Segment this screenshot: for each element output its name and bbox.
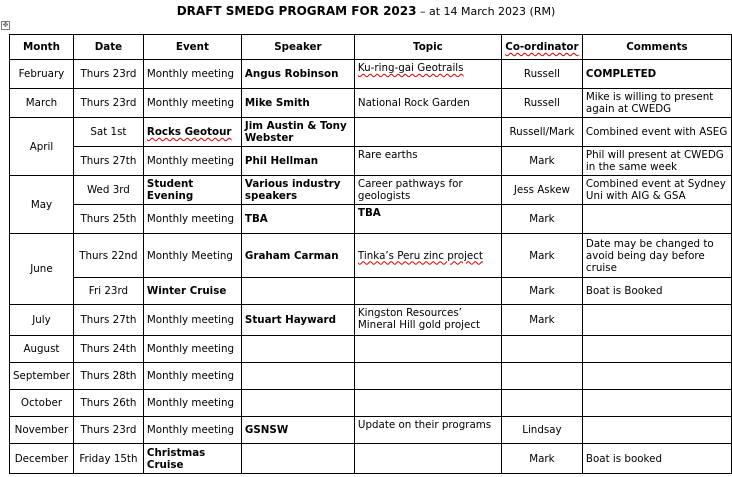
table-row bbox=[10, 390, 732, 417]
month-cell: October bbox=[10, 390, 74, 417]
header-coordinator bbox=[501, 35, 582, 60]
speaker-cell bbox=[241, 363, 354, 390]
coordinator-cell: Mark bbox=[501, 205, 582, 234]
date-cell: Thurs 24th bbox=[73, 336, 143, 363]
table-row bbox=[10, 89, 732, 118]
speaker-cell: Graham Carman bbox=[241, 234, 354, 278]
event-cell bbox=[143, 118, 241, 147]
speaker-cell: TBA bbox=[241, 205, 354, 234]
event-cell: Christmas Cruise bbox=[143, 444, 241, 474]
month-cell: June bbox=[10, 234, 74, 305]
topic-cell bbox=[354, 336, 501, 363]
comments-cell: COMPLETED bbox=[582, 60, 731, 89]
comments-cell: Boat is Booked bbox=[582, 278, 731, 305]
coordinator-cell: Mark bbox=[501, 147, 582, 176]
table-row bbox=[10, 147, 732, 176]
topic-cell bbox=[354, 363, 501, 390]
date-cell: Thurs 23rd bbox=[73, 60, 143, 89]
month-cell: July bbox=[10, 305, 74, 336]
topic-cell: Rare earths bbox=[354, 147, 501, 176]
comments-cell bbox=[582, 363, 731, 390]
event-cell: Monthly meeting bbox=[143, 89, 241, 118]
comments-cell bbox=[582, 390, 731, 417]
table-row bbox=[10, 444, 732, 474]
date-cell: Sat 1st bbox=[73, 118, 143, 147]
event-cell: Monthly meeting bbox=[143, 305, 241, 336]
speaker-cell bbox=[241, 278, 354, 305]
topic-cell bbox=[354, 118, 501, 147]
speaker-cell: Mike Smith bbox=[241, 89, 354, 118]
header-row bbox=[10, 35, 732, 60]
coordinator-cell: Mark bbox=[501, 278, 582, 305]
month-cell: March bbox=[10, 89, 74, 118]
topic-cell bbox=[354, 278, 501, 305]
speaker-cell bbox=[241, 390, 354, 417]
speaker-cell bbox=[241, 336, 354, 363]
coordinator-cell: Jess Askew bbox=[501, 176, 582, 205]
topic-cell: National Rock Garden bbox=[354, 89, 501, 118]
comments-cell bbox=[582, 417, 731, 444]
date-cell: Thurs 22nd bbox=[73, 234, 143, 278]
date-cell: Thurs 25th bbox=[73, 205, 143, 234]
topic-cell: TBA bbox=[354, 205, 501, 234]
header-date: Date bbox=[73, 35, 143, 60]
event-cell: Winter Cruise bbox=[143, 278, 241, 305]
topic-cell: Update on their programs bbox=[354, 417, 501, 444]
table-row bbox=[10, 60, 732, 89]
table-row bbox=[10, 118, 732, 147]
event-text: Rocks Geotour bbox=[146, 126, 232, 138]
topic-text: Tinka’s Peru zinc project bbox=[357, 249, 483, 262]
month-cell: December bbox=[10, 444, 74, 474]
program-table bbox=[9, 34, 732, 474]
header-speaker: Speaker bbox=[241, 35, 354, 60]
table-row bbox=[10, 176, 732, 205]
event-cell: Monthly meeting bbox=[143, 390, 241, 417]
coordinator-cell bbox=[501, 390, 582, 417]
speaker-cell: Various industry speakers bbox=[241, 176, 354, 205]
coordinator-cell: Lindsay bbox=[501, 417, 582, 444]
title-subtitle: – at 14 March 2023 (RM) bbox=[416, 5, 556, 18]
comments-cell bbox=[582, 305, 731, 336]
date-cell: Thurs 27th bbox=[73, 147, 143, 176]
comments-cell: Combined event at Sydney Uni with AIG & GSA bbox=[582, 176, 731, 205]
header-topic: Topic bbox=[354, 35, 501, 60]
comments-cell: Combined event with ASEG bbox=[582, 118, 731, 147]
month-cell: May bbox=[10, 176, 74, 234]
speaker-cell: Angus Robinson bbox=[241, 60, 354, 89]
coordinator-cell bbox=[501, 363, 582, 390]
event-cell: Monthly meeting bbox=[143, 60, 241, 89]
month-cell: February bbox=[10, 60, 74, 89]
speaker-cell: GSNSW bbox=[241, 417, 354, 444]
coordinator-cell: Russell/Mark bbox=[501, 118, 582, 147]
table-row bbox=[10, 305, 732, 336]
speaker-cell: Phil Hellman bbox=[241, 147, 354, 176]
table-row bbox=[10, 205, 732, 234]
event-cell: Student Evening bbox=[143, 176, 241, 205]
table-row bbox=[10, 417, 732, 444]
table-move-handle-icon[interactable]: ✥ bbox=[2, 21, 9, 29]
event-cell: Monthly Meeting bbox=[143, 234, 241, 278]
month-cell: November bbox=[10, 417, 74, 444]
coordinator-cell: Russell bbox=[501, 89, 582, 118]
speaker-cell: Stuart Hayward bbox=[241, 305, 354, 336]
date-cell: Thurs 23rd bbox=[73, 417, 143, 444]
table-row bbox=[10, 336, 732, 363]
date-cell: Fri 23rd bbox=[73, 278, 143, 305]
month-cell: September bbox=[10, 363, 74, 390]
date-cell: Thurs 23rd bbox=[73, 89, 143, 118]
event-cell: Monthly meeting bbox=[143, 363, 241, 390]
topic-cell: Kingston Resources’ Mineral Hill gold project bbox=[354, 305, 501, 336]
coordinator-cell: Mark bbox=[501, 234, 582, 278]
date-cell: Friday 15th bbox=[73, 444, 143, 474]
comments-cell bbox=[582, 336, 731, 363]
comments-cell: Boat is booked bbox=[582, 444, 731, 474]
event-cell: Monthly meeting bbox=[143, 205, 241, 234]
date-cell: Wed 3rd bbox=[73, 176, 143, 205]
topic-cell bbox=[354, 444, 501, 474]
page-title bbox=[0, 4, 732, 18]
month-cell: August bbox=[10, 336, 74, 363]
topic-text: Ku-ring-gai Geotrails bbox=[357, 62, 464, 74]
header-event: Event bbox=[143, 35, 241, 60]
table-row bbox=[10, 278, 732, 305]
event-cell: Monthly meeting bbox=[143, 147, 241, 176]
topic-cell: Career pathways for geologists bbox=[354, 176, 501, 205]
date-cell: Thurs 28th bbox=[73, 363, 143, 390]
month-cell: April bbox=[10, 118, 74, 176]
event-cell: Monthly meeting bbox=[143, 336, 241, 363]
coordinator-cell: Russell bbox=[501, 60, 582, 89]
header-month: Month bbox=[10, 35, 74, 60]
topic-cell bbox=[354, 390, 501, 417]
date-cell: Thurs 26th bbox=[73, 390, 143, 417]
header-comments: Comments bbox=[582, 35, 731, 60]
title-main: DRAFT SMEDG PROGRAM FOR 2023 bbox=[176, 4, 417, 18]
speaker-cell bbox=[241, 444, 354, 474]
header-coordinator-text: Co-ordinator bbox=[505, 41, 579, 53]
coordinator-cell: Mark bbox=[501, 305, 582, 336]
date-cell: Thurs 27th bbox=[73, 305, 143, 336]
event-cell: Monthly meeting bbox=[143, 417, 241, 444]
comments-cell: Date may be changed to avoid being day before cruise bbox=[582, 234, 731, 278]
comments-cell: Phil will present at CWEDG in the same week bbox=[582, 147, 731, 176]
coordinator-cell bbox=[501, 336, 582, 363]
topic-cell bbox=[354, 60, 501, 89]
table-row bbox=[10, 234, 732, 278]
topic-cell bbox=[354, 234, 501, 278]
comments-cell: Mike is willing to present again at CWEDG bbox=[582, 89, 731, 118]
table-row bbox=[10, 363, 732, 390]
comments-cell bbox=[582, 205, 731, 234]
coordinator-cell: Mark bbox=[501, 444, 582, 474]
speaker-cell: Jim Austin & Tony Webster bbox=[241, 118, 354, 147]
